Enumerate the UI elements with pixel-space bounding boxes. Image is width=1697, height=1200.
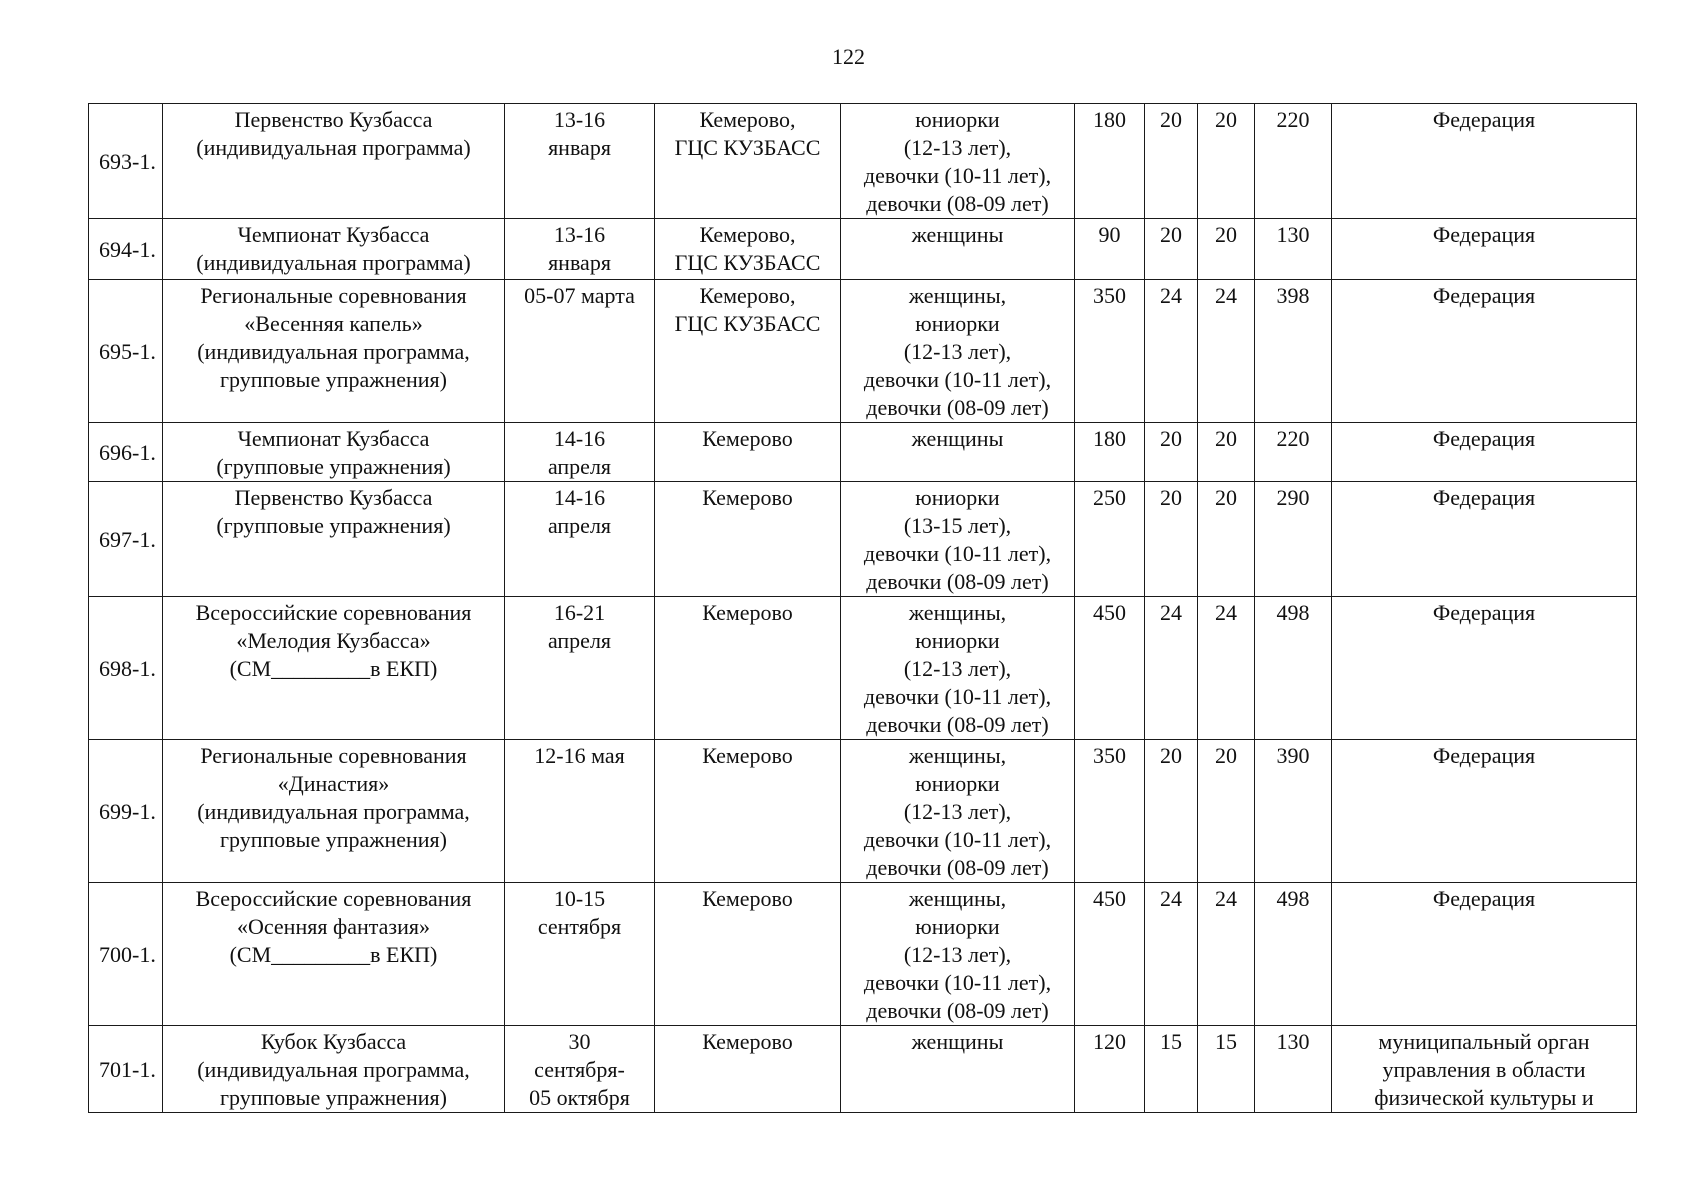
event-name-line: (индивидуальная программа, [197, 339, 470, 364]
participant-category-line: женщины [911, 222, 1004, 247]
event-date-line: 05 октября [529, 1085, 630, 1110]
event-date-line: 05-07 марта [524, 283, 635, 308]
participant-category-line: юниорки [915, 771, 1000, 796]
table-row [89, 219, 1637, 280]
participant-category-cell [841, 219, 1075, 280]
coaches-count-cell: 20 [1198, 482, 1255, 597]
competition-schedule-table [88, 103, 1637, 1113]
organizer-cell [1332, 482, 1637, 597]
event-name-line: групповые упражнения) [220, 367, 447, 392]
organizer-line: Федерация [1432, 600, 1536, 625]
event-name-cell [163, 740, 505, 883]
participants-count-cell: 350 [1075, 740, 1145, 883]
participant-category-line: девочки (10-11 лет), [863, 367, 1052, 392]
participants-count-cell: 180 [1075, 423, 1145, 482]
organizer-cell [1332, 1026, 1637, 1113]
participants-count-cell: 450 [1075, 883, 1145, 1026]
organizer-cell [1332, 219, 1637, 280]
participant-category-line: девочки (10-11 лет), [863, 684, 1052, 709]
event-name-line: Региональные соревнования [200, 283, 467, 308]
participants-count-cell: 180 [1075, 104, 1145, 219]
event-date-line: января [548, 135, 611, 160]
total-count-cell: 130 [1255, 219, 1332, 280]
event-date-cell [505, 219, 655, 280]
event-date-line: 16-21 [553, 600, 606, 625]
event-date-line: января [548, 250, 611, 275]
event-date-line: 12-16 мая [534, 743, 625, 768]
participant-category-cell [841, 280, 1075, 423]
event-name-line: Всероссийские соревнования [195, 600, 472, 625]
event-place-cell [655, 482, 841, 597]
event-number-cell: 693-1. [89, 104, 163, 219]
coaches-count-cell: 20 [1198, 740, 1255, 883]
judges-count-cell: 24 [1145, 883, 1198, 1026]
participant-category-line: девочки (10-11 лет), [863, 163, 1052, 188]
organizer-line: Федерация [1432, 283, 1536, 308]
participant-category-line: девочки (10-11 лет), [863, 970, 1052, 995]
event-place-cell [655, 104, 841, 219]
event-date-line: сентября [537, 914, 622, 939]
participant-category-cell [841, 423, 1075, 482]
event-date-line: 14-16 [553, 485, 606, 510]
event-name-line: групповые упражнения) [220, 1085, 447, 1110]
event-number-cell: 694-1. [89, 219, 163, 280]
event-name-line: Всероссийские соревнования [195, 886, 472, 911]
event-date-cell [505, 883, 655, 1026]
participant-category-line: девочки (10-11 лет), [863, 827, 1052, 852]
event-name-line: «Мелодия Кузбасса» [236, 628, 431, 653]
event-name-line: Чемпионат Кузбасса [237, 426, 430, 451]
total-count-cell: 498 [1255, 597, 1332, 740]
participants-count-cell: 350 [1075, 280, 1145, 423]
event-place-line: Кемерово [702, 600, 793, 625]
organizer-cell [1332, 104, 1637, 219]
event-name-line: (индивидуальная программа) [196, 250, 471, 275]
event-name-cell [163, 597, 505, 740]
event-place-line: Кемерово, [699, 283, 796, 308]
event-name-line: (СМ_________в ЕКП) [229, 656, 438, 681]
event-name-line: групповые упражнения) [220, 827, 447, 852]
participants-count-cell: 450 [1075, 597, 1145, 740]
event-date-cell [505, 482, 655, 597]
event-date-cell [505, 740, 655, 883]
participant-category-cell [841, 883, 1075, 1026]
event-name-line: Кубок Кузбасса [260, 1029, 407, 1054]
judges-count-cell: 20 [1145, 219, 1198, 280]
event-name-line: (групповые упражнения) [216, 454, 451, 479]
event-name-cell [163, 280, 505, 423]
participants-count-cell: 120 [1075, 1026, 1145, 1113]
event-name-line: (групповые упражнения) [216, 513, 451, 538]
participant-category-line: юниорки [915, 107, 1000, 132]
table-row [89, 1026, 1637, 1113]
participant-category-line: (13-15 лет), [903, 513, 1012, 538]
event-name-line: «Осенняя фантазия» [237, 914, 430, 939]
table-row [89, 883, 1637, 1026]
event-number-cell: 699-1. [89, 740, 163, 883]
event-number-cell: 698-1. [89, 597, 163, 740]
event-number-cell: 700-1. [89, 883, 163, 1026]
judges-count-cell: 20 [1145, 104, 1198, 219]
event-name-line: (СМ_________в ЕКП) [229, 942, 438, 967]
participant-category-line: (12-13 лет), [903, 799, 1012, 824]
participant-category-line: женщины, [908, 886, 1007, 911]
coaches-count-cell: 24 [1198, 597, 1255, 740]
participant-category-line: девочки (08-09 лет) [866, 998, 1049, 1023]
event-name-cell [163, 1026, 505, 1113]
total-count-cell: 130 [1255, 1026, 1332, 1113]
event-name-line: Чемпионат Кузбасса [237, 222, 430, 247]
judges-count-cell: 20 [1145, 482, 1198, 597]
participant-category-cell [841, 740, 1075, 883]
participant-category-cell [841, 597, 1075, 740]
judges-count-cell: 24 [1145, 597, 1198, 740]
event-place-line: ГЦС КУЗБАСС [674, 311, 821, 336]
participant-category-line: девочки (10-11 лет), [863, 541, 1052, 566]
table-row [89, 482, 1637, 597]
table-body [89, 104, 1637, 1113]
event-date-line: 13-16 [553, 222, 606, 247]
event-place-line: ГЦС КУЗБАСС [674, 135, 821, 160]
event-place-line: Кемерово [702, 485, 793, 510]
organizer-line: муниципальный орган [1378, 1029, 1590, 1054]
participant-category-line: девочки (08-09 лет) [866, 855, 1049, 880]
event-name-cell [163, 482, 505, 597]
organizer-line: Федерация [1432, 222, 1536, 247]
table-row [89, 280, 1637, 423]
table-row [89, 740, 1637, 883]
coaches-count-cell: 24 [1198, 280, 1255, 423]
participant-category-line: (12-13 лет), [903, 656, 1012, 681]
judges-count-cell: 24 [1145, 280, 1198, 423]
event-date-line: апреля [547, 454, 612, 479]
organizer-cell [1332, 883, 1637, 1026]
event-name-line: (индивидуальная программа, [197, 1057, 470, 1082]
event-name-line: Первенство Кузбасса [234, 485, 433, 510]
event-place-cell [655, 883, 841, 1026]
participant-category-line: девочки (08-09 лет) [866, 569, 1049, 594]
participant-category-line: юниорки [915, 311, 1000, 336]
event-name-line: (индивидуальная программа, [197, 799, 470, 824]
table-row [89, 423, 1637, 482]
event-place-line: Кемерово [702, 743, 793, 768]
total-count-cell: 498 [1255, 883, 1332, 1026]
organizer-cell [1332, 740, 1637, 883]
participant-category-cell [841, 482, 1075, 597]
event-place-cell [655, 597, 841, 740]
participant-category-line: (12-13 лет), [903, 942, 1012, 967]
participant-category-line: девочки (08-09 лет) [866, 395, 1049, 420]
participant-category-line: (12-13 лет), [903, 135, 1012, 160]
participant-category-line: (12-13 лет), [903, 339, 1012, 364]
event-date-cell [505, 597, 655, 740]
participant-category-line: девочки (08-09 лет) [866, 191, 1049, 216]
event-place-line: Кемерово [702, 886, 793, 911]
judges-count-cell: 15 [1145, 1026, 1198, 1113]
participant-category-line: женщины, [908, 743, 1007, 768]
organizer-cell [1332, 423, 1637, 482]
organizer-line: управления в области [1382, 1057, 1586, 1082]
participant-category-line: женщины [911, 1029, 1004, 1054]
event-number-cell: 701-1. [89, 1026, 163, 1113]
organizer-line: Федерация [1432, 743, 1536, 768]
participant-category-line: юниорки [915, 628, 1000, 653]
event-place-line: Кемерово, [699, 222, 796, 247]
table-row [89, 104, 1637, 219]
event-number-cell: 697-1. [89, 482, 163, 597]
event-name-cell [163, 883, 505, 1026]
coaches-count-cell: 15 [1198, 1026, 1255, 1113]
event-place-cell [655, 423, 841, 482]
event-name-line: (индивидуальная программа) [196, 135, 471, 160]
participant-category-line: женщины [911, 426, 1004, 451]
organizer-line: физической культуры и [1374, 1085, 1594, 1110]
event-date-line: 30 [568, 1029, 591, 1054]
event-place-line: Кемерово, [699, 107, 796, 132]
judges-count-cell: 20 [1145, 423, 1198, 482]
total-count-cell: 220 [1255, 104, 1332, 219]
organizer-line: Федерация [1432, 426, 1536, 451]
participant-category-line: женщины, [908, 600, 1007, 625]
participant-category-line: женщины, [908, 283, 1007, 308]
event-date-line: 13-16 [553, 107, 606, 132]
coaches-count-cell: 20 [1198, 423, 1255, 482]
participant-category-line: юниорки [915, 485, 1000, 510]
participant-category-cell [841, 104, 1075, 219]
event-place-cell [655, 1026, 841, 1113]
event-name-line: «Династия» [277, 771, 390, 796]
event-name-line: Первенство Кузбасса [234, 107, 433, 132]
participant-category-cell [841, 1026, 1075, 1113]
event-name-cell [163, 219, 505, 280]
coaches-count-cell: 24 [1198, 883, 1255, 1026]
total-count-cell: 290 [1255, 482, 1332, 597]
total-count-cell: 390 [1255, 740, 1332, 883]
organizer-cell [1332, 597, 1637, 740]
event-date-cell [505, 1026, 655, 1113]
organizer-cell [1332, 280, 1637, 423]
event-place-cell [655, 219, 841, 280]
event-place-line: Кемерово [702, 426, 793, 451]
coaches-count-cell: 20 [1198, 219, 1255, 280]
event-date-line: 14-16 [553, 426, 606, 451]
organizer-line: Федерация [1432, 107, 1536, 132]
total-count-cell: 398 [1255, 280, 1332, 423]
event-name-line: «Весенняя капель» [244, 311, 423, 336]
participant-category-line: девочки (08-09 лет) [866, 712, 1049, 737]
event-number-cell: 696-1. [89, 423, 163, 482]
coaches-count-cell: 20 [1198, 104, 1255, 219]
event-name-line: Региональные соревнования [200, 743, 467, 768]
event-name-cell [163, 423, 505, 482]
page-number: 122 [832, 44, 865, 69]
table-row [89, 597, 1637, 740]
event-date-line: 10-15 [553, 886, 606, 911]
organizer-line: Федерация [1432, 485, 1536, 510]
event-date-cell [505, 423, 655, 482]
event-date-line: апреля [547, 513, 612, 538]
event-place-line: Кемерово [702, 1029, 793, 1054]
participants-count-cell: 250 [1075, 482, 1145, 597]
participants-count-cell: 90 [1075, 219, 1145, 280]
participant-category-line: юниорки [915, 914, 1000, 939]
event-date-line: апреля [547, 628, 612, 653]
total-count-cell: 220 [1255, 423, 1332, 482]
event-date-line: сентября- [534, 1057, 625, 1082]
event-place-cell [655, 280, 841, 423]
organizer-line: Федерация [1432, 886, 1536, 911]
event-number-cell: 695-1. [89, 280, 163, 423]
event-date-cell [505, 104, 655, 219]
judges-count-cell: 20 [1145, 740, 1198, 883]
event-place-line: ГЦС КУЗБАСС [674, 250, 821, 275]
event-place-cell [655, 740, 841, 883]
event-date-cell [505, 280, 655, 423]
event-name-cell [163, 104, 505, 219]
